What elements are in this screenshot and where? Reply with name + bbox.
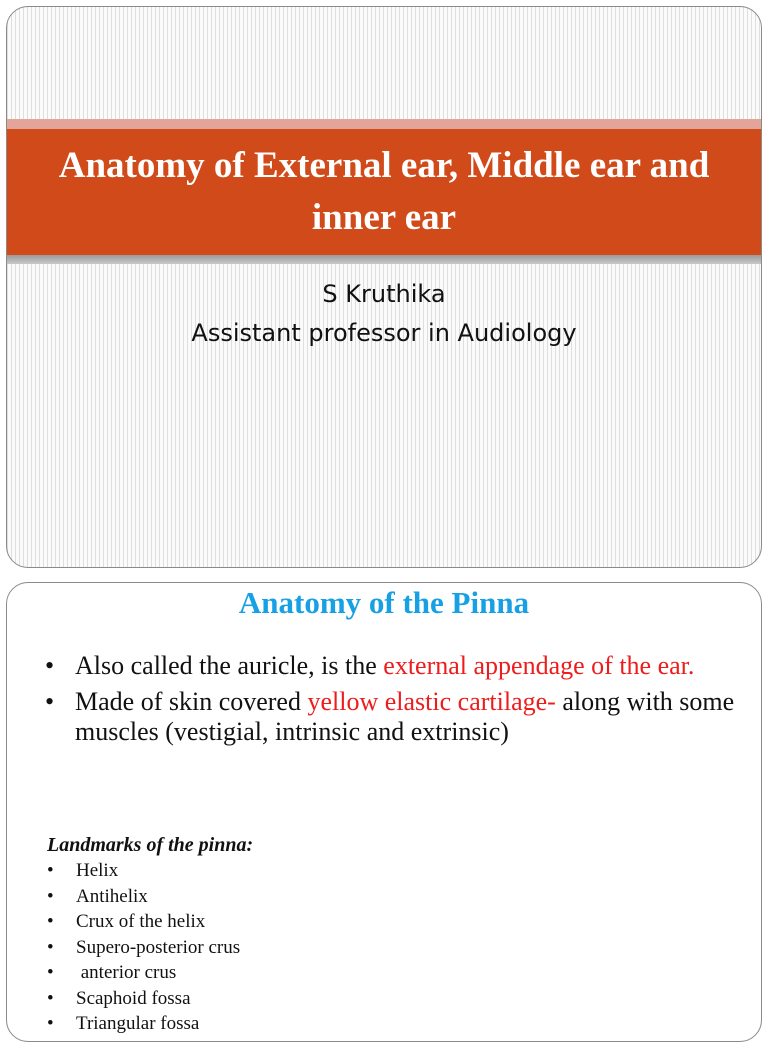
bullet-item [45, 651, 735, 681]
title-accent-strip [7, 119, 761, 129]
title-band [7, 129, 761, 255]
landmark-text: Helix [76, 860, 119, 881]
landmark-item [47, 986, 240, 1012]
presenter-name: S Kruthika [322, 280, 446, 308]
bullet-icon: • [47, 911, 54, 932]
landmark-text: Crux of the helix [76, 911, 206, 932]
landmark-item [47, 909, 240, 935]
bullet-highlight: external appendage of the ear. [383, 651, 695, 680]
landmark-text: Antihelix [76, 885, 148, 907]
content-slide [6, 582, 762, 1042]
landmark-item [47, 935, 240, 961]
bullet-text-rest: along with some muscles (vestigial, intrinsic and extrinsic) [75, 687, 735, 746]
presenter-info [7, 275, 761, 353]
bullet-text: Also called the auricle, is the [75, 651, 384, 680]
landmark-item [47, 960, 240, 986]
slide-title: Anatomy of the Pinna [238, 585, 530, 620]
landmarks-heading: Landmarks of the pinna: [47, 834, 254, 856]
bullet-icon: • [47, 936, 54, 958]
presenter-role: Assistant professor in Audiology [191, 319, 577, 347]
bullet-icon: • [47, 885, 54, 907]
landmark-text: Triangular fossa [76, 1013, 200, 1034]
bullet-icon: • [45, 687, 55, 716]
bullet-item [45, 687, 735, 747]
bullet-icon: • [47, 962, 54, 983]
presentation-title: Anatomy of External ear, Middle ear and inner ear [58, 145, 710, 238]
bullet-icon: • [47, 860, 54, 881]
title-shadow-strip [7, 255, 761, 264]
landmarks-list [47, 858, 240, 1037]
landmark-text: Supero-posterior crus [76, 936, 241, 958]
bullet-icon: • [45, 651, 55, 680]
bullet-highlight: yellow elastic cartilage- [307, 687, 556, 716]
bullet-icon: • [47, 987, 54, 1009]
landmark-text: Scaphoid fossa [76, 987, 191, 1009]
title-slide [6, 6, 762, 568]
bullet-text: Made of skin covered [75, 687, 308, 716]
landmark-item [47, 884, 240, 910]
bullet-icon: • [47, 1013, 54, 1034]
landmark-item [47, 858, 240, 884]
landmark-text: anterior crus [76, 962, 177, 983]
main-bullet-list [45, 651, 735, 753]
